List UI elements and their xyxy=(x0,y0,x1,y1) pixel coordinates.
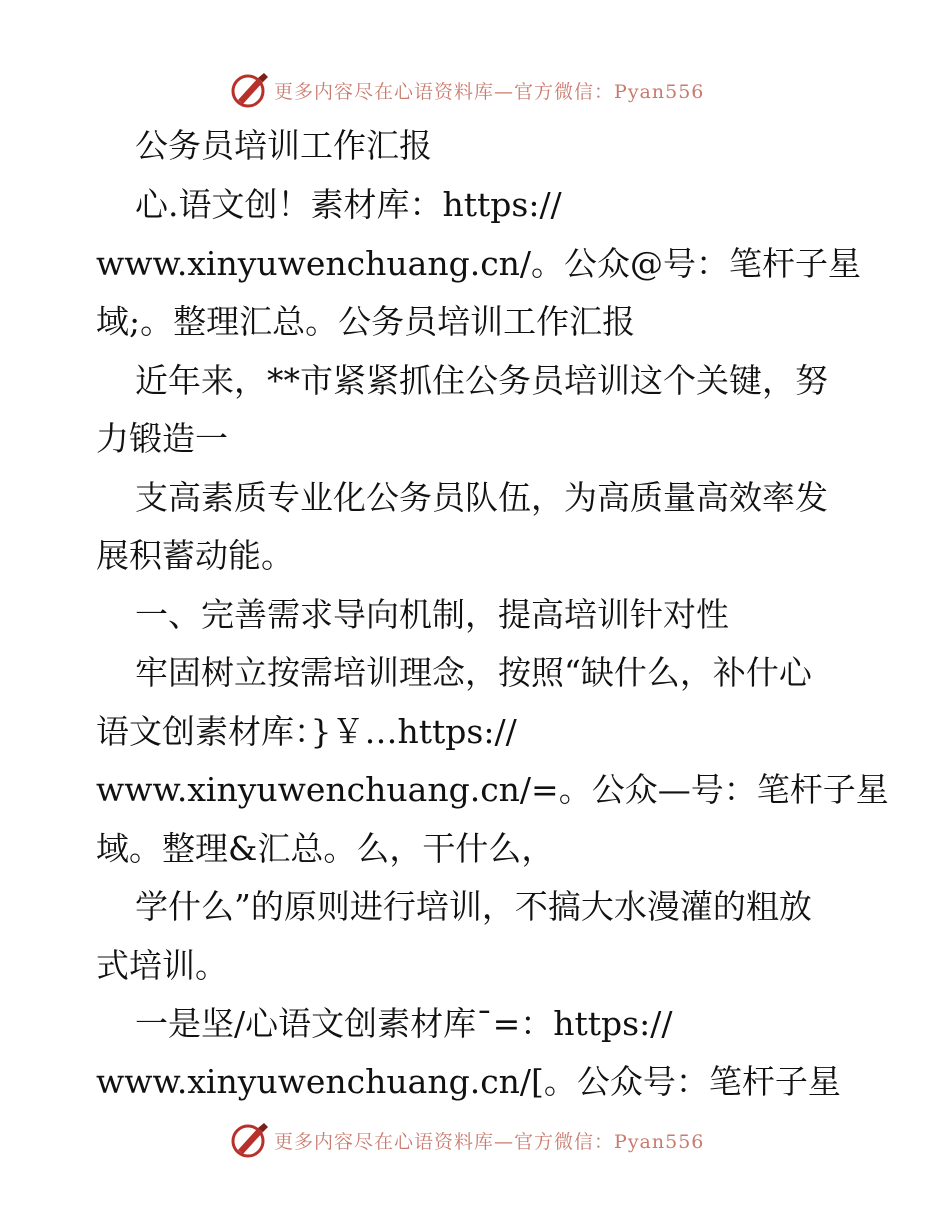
text-line: 力锻造一 xyxy=(96,419,228,458)
text-line: 一是坚/心语文创素材库¯=：https:// xyxy=(135,1004,673,1043)
banner-dash: — xyxy=(494,1130,515,1153)
pen-logo-icon xyxy=(230,70,270,110)
text-line: 近年来，**市紧紧抓住公务员培训这个关键，努 xyxy=(135,361,828,400)
text-line: 心.语文创！素材库：https:// xyxy=(135,185,562,224)
footer-watermark-banner xyxy=(230,1120,704,1160)
banner-title: 更多内容尽在心语资料库 xyxy=(274,1130,495,1153)
text-line: 一、完善需求导向机制，提高培训针对性 xyxy=(135,595,729,634)
text-line: www.xinyuwenchuang.cn/。公众@号：笔杆子星 xyxy=(96,244,862,283)
text-line: 学什么”的原则进行培训，不搞大水漫灌的粗放 xyxy=(135,887,812,926)
banner-dash: — xyxy=(494,80,515,103)
pen-logo-icon xyxy=(230,1120,270,1160)
text-line: 语文创素材库：}￥…https:// xyxy=(96,712,517,751)
banner-text xyxy=(274,77,704,104)
banner-title: 更多内容尽在心语资料库 xyxy=(274,80,495,103)
banner-wechat-id: Pyan556 xyxy=(614,1130,705,1153)
text-line: 域。整理&汇总。么，干什么， xyxy=(96,829,555,868)
text-line: 式培训。 xyxy=(96,946,228,985)
banner-wechat-id: Pyan556 xyxy=(614,80,705,103)
text-line: 支高素质专业化公务员队伍，为高质量高效率发 xyxy=(135,478,828,517)
text-line: 展积蓄动能。 xyxy=(96,536,294,575)
text-line: www.xinyuwenchuang.cn/[。公众号：笔杆子星 xyxy=(96,1062,841,1101)
header-watermark-banner xyxy=(230,70,704,110)
text-line: 公务员培训工作汇报 xyxy=(135,126,432,165)
text-line: www.xinyuwenchuang.cn/=。公众—号：笔杆子星 xyxy=(96,770,889,809)
text-line: 牢固树立按需培训理念，按照“缺什么，补什心 xyxy=(135,653,812,692)
banner-official-label: 官方微信： xyxy=(514,80,615,103)
banner-official-label: 官方微信： xyxy=(514,1130,615,1153)
banner-text xyxy=(274,1127,704,1154)
text-line: 域;。整理汇总。公务员培训工作汇报 xyxy=(96,302,636,341)
